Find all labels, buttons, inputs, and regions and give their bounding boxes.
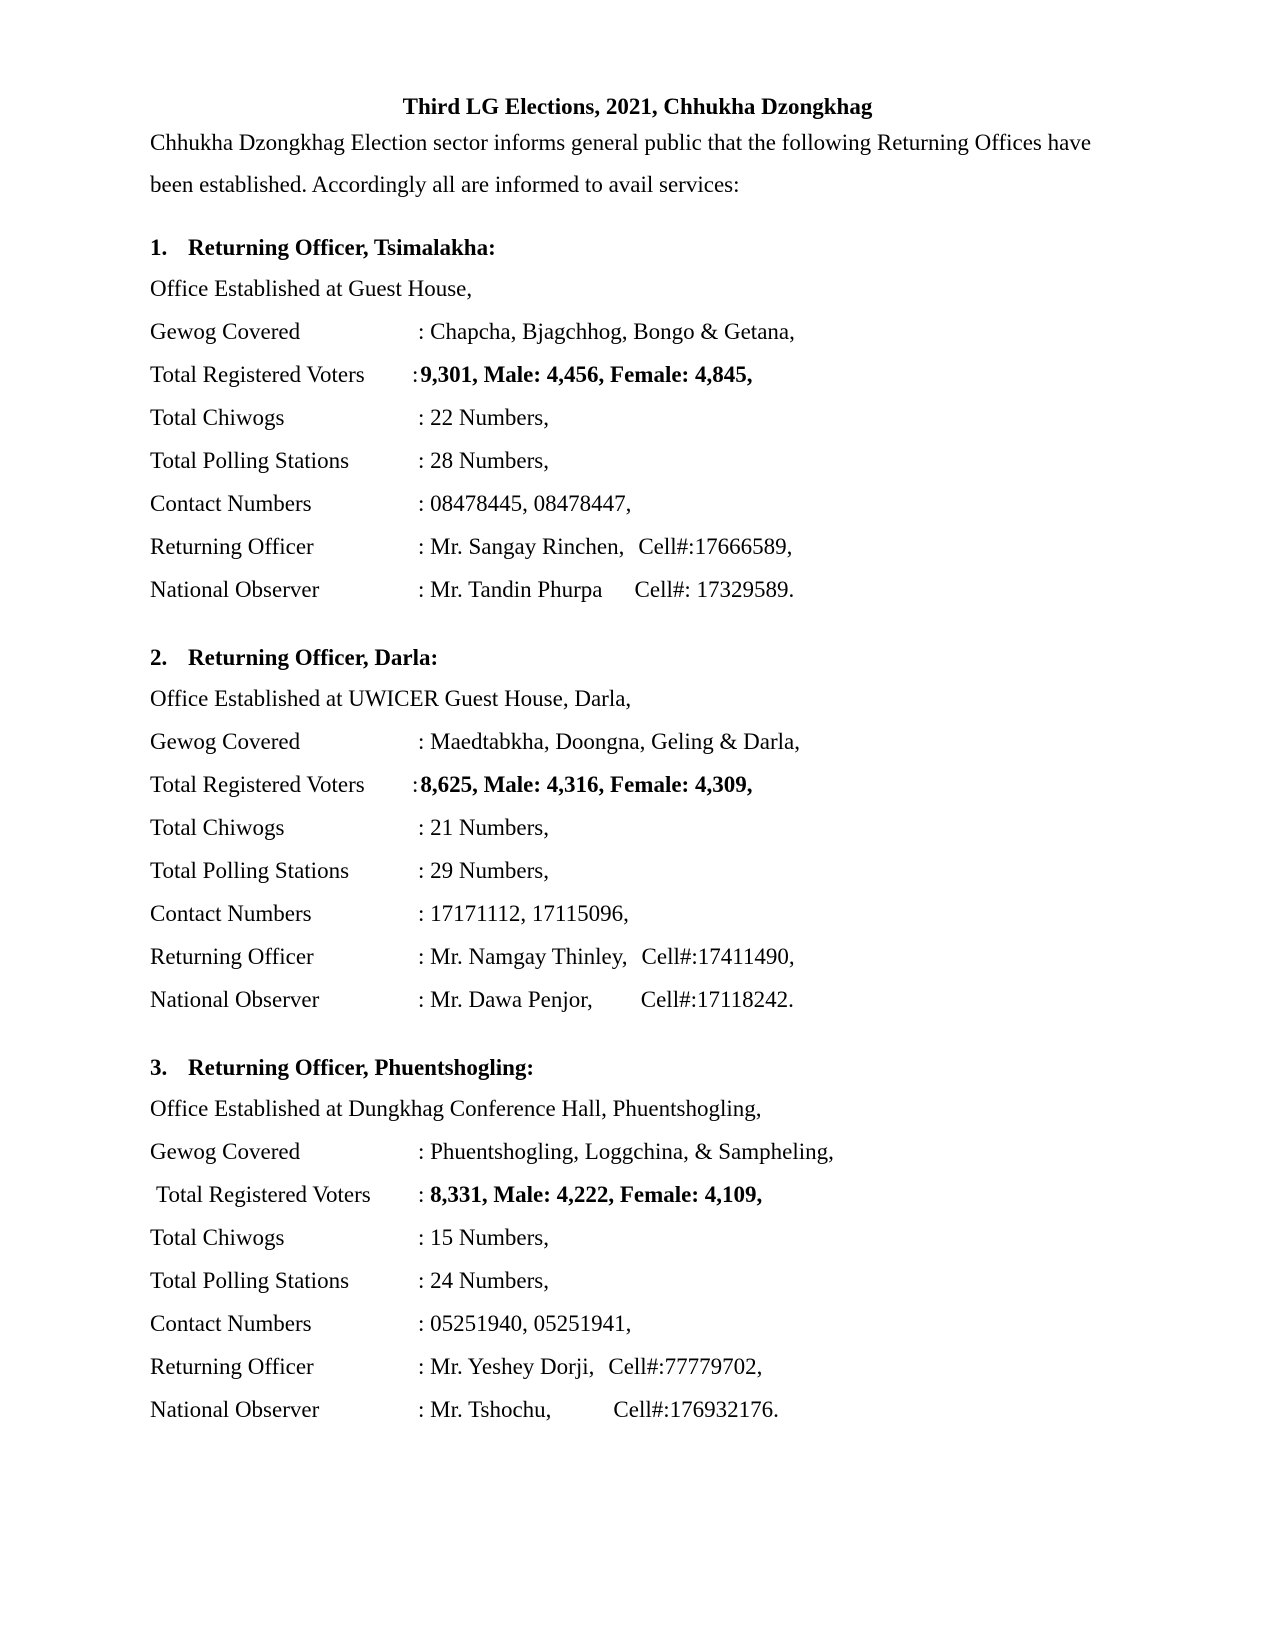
voters-label: Total Registered Voters bbox=[156, 1182, 371, 1207]
section-heading bbox=[150, 234, 1150, 275]
chiwogs-label: Total Chiwogs bbox=[150, 815, 285, 840]
chiwogs-value: : 15 Numbers, bbox=[418, 1225, 549, 1250]
stations-value: : 29 Numbers, bbox=[418, 858, 549, 883]
observer-value bbox=[418, 986, 1150, 1029]
section-tsimalakha bbox=[150, 234, 1150, 619]
stations-row bbox=[150, 1267, 1150, 1310]
section-heading bbox=[150, 644, 1150, 685]
stations-label: Total Polling Stations bbox=[150, 448, 350, 473]
contact-value: : 08478445, 08478447, bbox=[418, 491, 632, 516]
office-location: Office Established at Guest House, bbox=[150, 276, 473, 301]
section-number: 1. bbox=[150, 235, 168, 260]
gewog-value: : Chapcha, Bjagchhog, Bongo & Getana, bbox=[418, 319, 795, 344]
officer-name: : Mr. Yeshey Dorji, bbox=[418, 1354, 595, 1379]
section-title: Returning Officer, Darla: bbox=[188, 645, 439, 670]
chiwogs-value: : 21 Numbers, bbox=[418, 815, 549, 840]
voters-row bbox=[150, 771, 1150, 814]
contact-row bbox=[150, 1310, 1150, 1353]
office-location: Office Established at Dungkhag Conference Hall, Phuentshogling, bbox=[150, 1096, 762, 1121]
chiwogs-label: Total Chiwogs bbox=[150, 405, 285, 430]
gewog-label: Gewog Covered bbox=[150, 319, 301, 344]
contact-label: Contact Numbers bbox=[150, 491, 312, 516]
chiwogs-row bbox=[150, 1224, 1150, 1267]
gewog-row bbox=[150, 318, 1150, 361]
contact-label: Contact Numbers bbox=[150, 901, 312, 926]
voters-value-wrap: : 9,301, Male: 4,456, Female: 4,845, bbox=[412, 362, 753, 387]
stations-row bbox=[150, 447, 1150, 490]
observer-name: : Mr. Tshochu, bbox=[418, 1397, 552, 1422]
observer-cell: Cell#:176932176. bbox=[613, 1397, 779, 1422]
contact-row bbox=[150, 490, 1150, 533]
chiwogs-row bbox=[150, 404, 1150, 447]
officer-name: : Mr. Namgay Thinley, bbox=[418, 944, 628, 969]
returning-officer-row bbox=[150, 533, 1150, 576]
voters-value-wrap: : 8,625, Male: 4,316, Female: 4,309, bbox=[412, 772, 753, 797]
section-title: Returning Officer, Phuentshogling: bbox=[188, 1055, 535, 1080]
section-phuentshogling bbox=[150, 1054, 1150, 1439]
voters-row bbox=[150, 361, 1150, 404]
contact-value: : 05251940, 05251941, bbox=[418, 1311, 632, 1336]
contact-row bbox=[150, 900, 1150, 943]
gewog-value: : Phuentshogling, Loggchina, & Sampheling, bbox=[418, 1139, 834, 1164]
returning-officer-row bbox=[150, 943, 1150, 986]
returning-officer-label: Returning Officer bbox=[150, 1354, 314, 1379]
officer-cell: Cell#:77779702, bbox=[608, 1354, 763, 1379]
stations-value: : 24 Numbers, bbox=[418, 1268, 549, 1293]
voters-label: Total Registered Voters bbox=[150, 772, 365, 797]
observer-value bbox=[418, 1396, 1150, 1439]
contact-value: : 17171112, 17115096, bbox=[418, 901, 629, 926]
document-title: Third LG Elections, 2021, Chhukha Dzongkhag bbox=[402, 94, 873, 119]
intro-paragraph: Chhukha Dzongkhag Election sector informs general public that the following Returning Offices have been established. Accordingly all are informed to avail services: bbox=[150, 130, 1092, 197]
gewog-value: : Maedtabkha, Doongna, Geling & Darla, bbox=[418, 729, 800, 754]
chiwogs-label: Total Chiwogs bbox=[150, 1225, 285, 1250]
observer-name: : Mr. Dawa Penjor, bbox=[418, 987, 593, 1012]
observer-row bbox=[150, 986, 1150, 1029]
observer-cell: Cell#:17118242. bbox=[640, 987, 794, 1012]
section-number: 3. bbox=[150, 1055, 168, 1080]
chiwogs-value: : 22 Numbers, bbox=[418, 405, 549, 430]
observer-cell: Cell#: 17329589. bbox=[634, 577, 795, 602]
observer-label: National Observer bbox=[150, 577, 320, 602]
voters-value-wrap: : 8,331, Male: 4,222, Female: 4,109, bbox=[418, 1182, 763, 1207]
observer-row bbox=[150, 576, 1150, 619]
stations-row bbox=[150, 857, 1150, 900]
returning-officer-value bbox=[418, 533, 1150, 576]
officer-name: : Mr. Sangay Rinchen, bbox=[418, 534, 625, 559]
returning-officer-label: Returning Officer bbox=[150, 944, 314, 969]
voters-label: Total Registered Voters bbox=[150, 362, 365, 387]
section-number: 2. bbox=[150, 645, 168, 670]
stations-value: : 28 Numbers, bbox=[418, 448, 549, 473]
observer-label: National Observer bbox=[150, 987, 320, 1012]
gewog-label: Gewog Covered bbox=[150, 1139, 301, 1164]
voters-value: 9,301, Male: 4,456, Female: 4,845, bbox=[420, 362, 753, 387]
contact-label: Contact Numbers bbox=[150, 1311, 312, 1336]
observer-label: National Observer bbox=[150, 1397, 320, 1422]
section-darla bbox=[150, 644, 1150, 1029]
section-title: Returning Officer, Tsimalakha: bbox=[188, 235, 496, 260]
gewog-row bbox=[150, 728, 1150, 771]
voters-value: 8,625, Male: 4,316, Female: 4,309, bbox=[420, 772, 753, 797]
officer-cell: Cell#:17411490, bbox=[641, 944, 795, 969]
returning-officer-value bbox=[418, 943, 1150, 986]
gewog-row bbox=[150, 1138, 1150, 1181]
gewog-label: Gewog Covered bbox=[150, 729, 301, 754]
observer-name: : Mr. Tandin Phurpa bbox=[418, 577, 603, 602]
observer-value bbox=[418, 576, 1150, 619]
voters-value: 8,331, Male: 4,222, Female: 4,109, bbox=[430, 1182, 763, 1207]
returning-officer-row bbox=[150, 1353, 1150, 1396]
stations-label: Total Polling Stations bbox=[150, 858, 350, 883]
officer-cell: Cell#:17666589, bbox=[638, 534, 793, 559]
section-heading bbox=[150, 1054, 1150, 1095]
returning-officer-label: Returning Officer bbox=[150, 534, 314, 559]
returning-officer-value bbox=[418, 1353, 1150, 1396]
chiwogs-row bbox=[150, 814, 1150, 857]
stations-label: Total Polling Stations bbox=[150, 1268, 350, 1293]
office-location: Office Established at UWICER Guest House, Darla, bbox=[150, 686, 632, 711]
observer-row bbox=[150, 1396, 1150, 1439]
voters-row bbox=[150, 1181, 1150, 1224]
